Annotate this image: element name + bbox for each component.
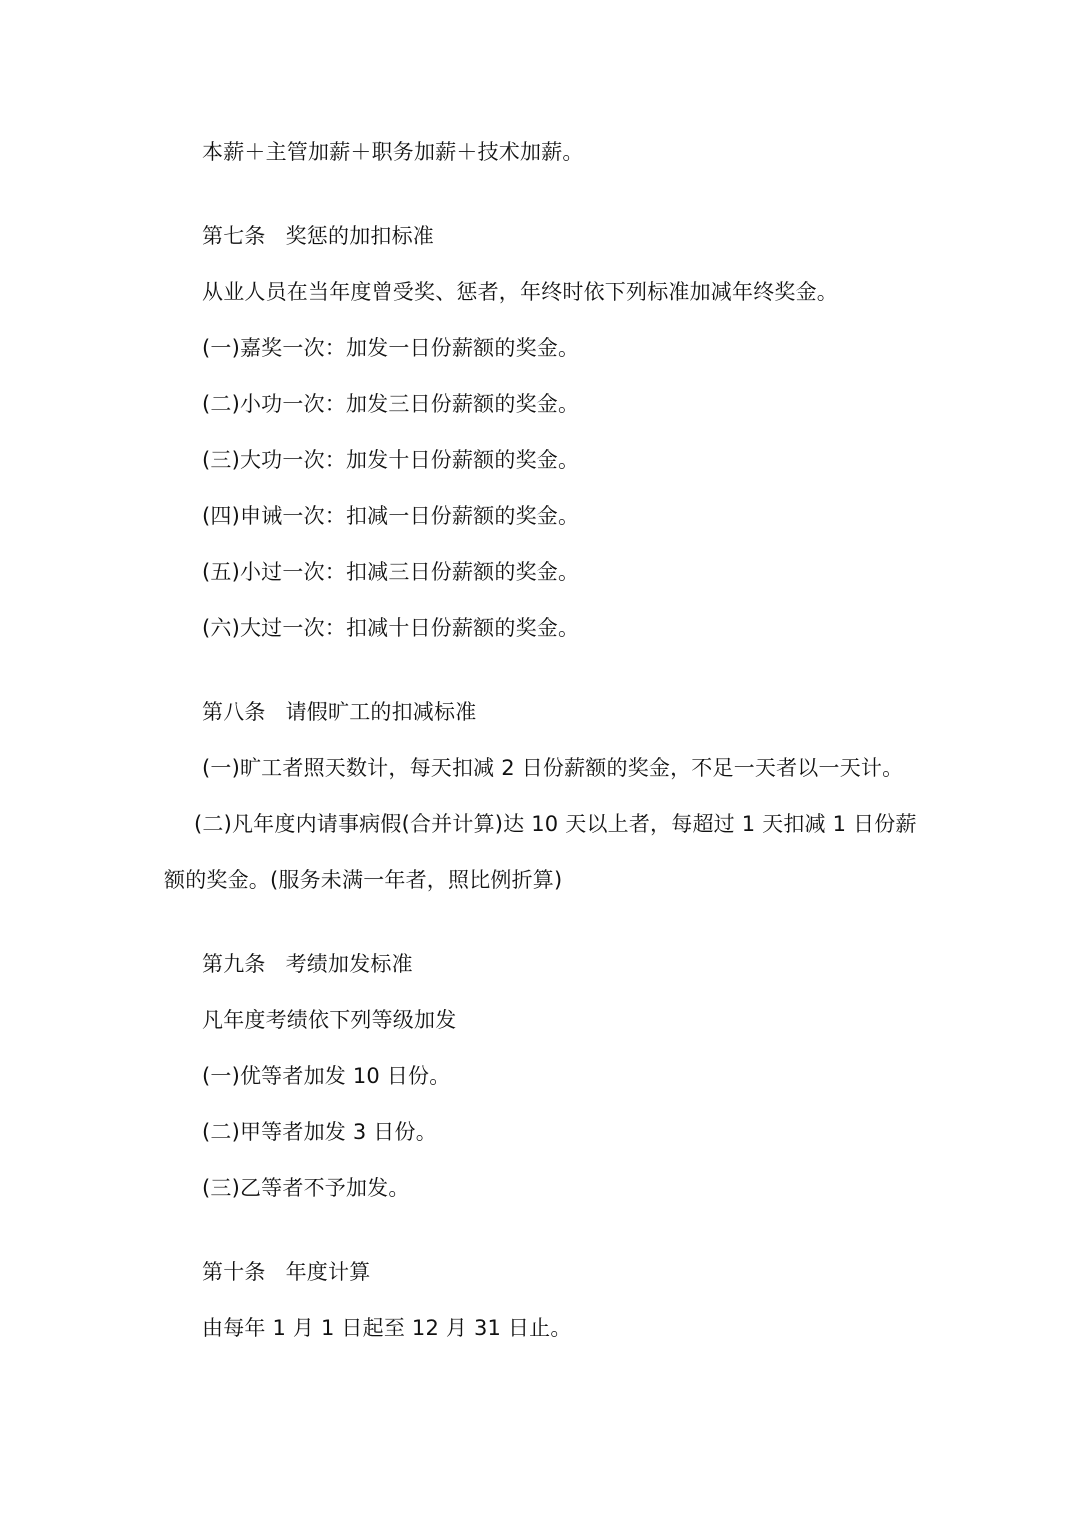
list-item: (三)大功一次：加发十日份薪额的奖金。 [202,448,580,472]
list-item: (一)嘉奖一次：加发一日份薪额的奖金。 [202,336,580,360]
list-item: (三)乙等者不予加发。 [202,1176,410,1200]
text-line: 从业人员在当年度曾受奖、惩者，年终时依下列标准加减年终奖金。 [202,280,838,304]
article-title: 奖惩的加扣标准 [285,224,435,248]
article-heading [202,221,434,251]
list-item: (一)优等者加发 10 日份。 [202,1064,451,1088]
list-item: (二)凡年度内请事病假(合并计算)达 10 天以上者，每超过 1 天扣减 1 日份薪 [194,812,917,836]
list-item: (六)大过一次：扣减十日份薪额的奖金。 [202,616,580,640]
article-label: 第九条 [202,952,266,976]
list-item: (二)甲等者加发 3 日份。 [202,1120,437,1144]
article-title: 年度计算 [285,1260,371,1284]
article-heading [202,949,413,979]
article-title: 请假旷工的扣减标准 [285,700,477,724]
list-item: (四)申诫一次：扣减一日份薪额的奖金。 [202,504,580,528]
article-label: 第八条 [202,700,266,724]
article-heading [202,1257,370,1287]
article-label: 第七条 [202,224,266,248]
text-line: 由每年 1 月 1 日起至 12 月 31 日止。 [202,1316,572,1340]
article-heading [202,697,476,727]
text-line: 本薪＋主管加薪＋职务加薪＋技术加薪。 [202,140,584,164]
list-item: (五)小过一次：扣减三日份薪额的奖金。 [202,560,580,584]
text-line: 额的奖金。(服务未满一年者，照比例折算) [164,868,563,892]
list-item: (二)小功一次：加发三日份薪额的奖金。 [202,392,580,416]
text-line: 凡年度考绩依下列等级加发 [202,1008,457,1032]
article-title: 考绩加发标准 [285,952,413,976]
list-item: (一)旷工者照天数计，每天扣减 2 日份薪额的奖金，不足一天者以一天计。 [202,756,904,780]
article-label: 第十条 [202,1260,266,1284]
